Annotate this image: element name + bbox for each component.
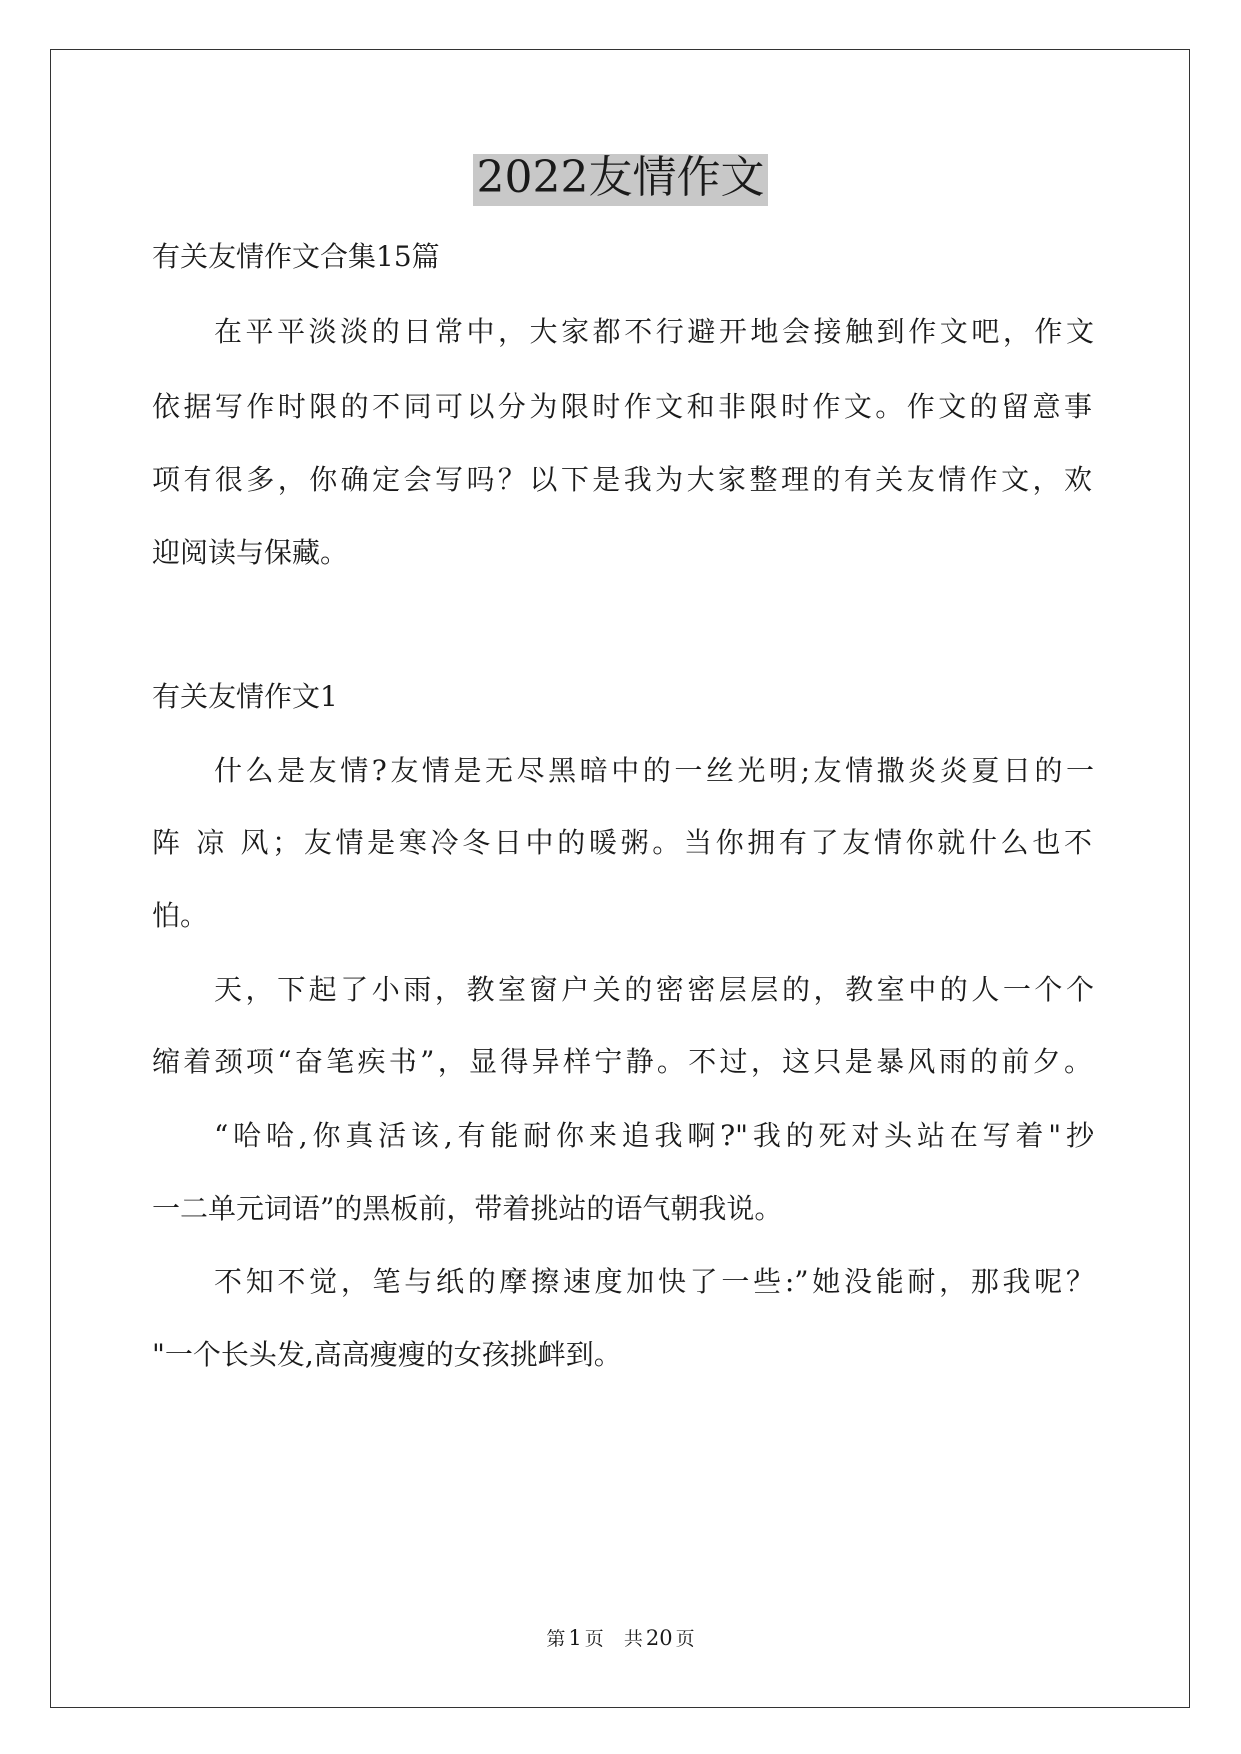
paragraph2-line-2: 缩着颈项“奋笔疾书”，显得异样宁静。不过，这只是暴风雨的前夕。 xyxy=(152,1045,1092,1078)
page-prefix: 第 xyxy=(546,1628,566,1650)
paragraph2-line-1: 天，下起了小雨，教室窗户关的密密层层的，教室中的人一个个 xyxy=(214,973,1094,1006)
paragraph1-line-1: 什么是友情?友情是无尽黑暗中的一丝光明;友情撒炎炎夏日的一 xyxy=(214,754,1094,787)
document-subtitle: 有关友情作文合集15篇 xyxy=(152,240,440,273)
page-unit: 页 xyxy=(584,1628,604,1650)
intro-line-4: 迎阅读与保藏。 xyxy=(152,536,349,569)
paragraph3-line-2: 一二单元词语”的黑板前，带着挑站的语气朝我说。 xyxy=(152,1192,783,1225)
intro-line-3: 项有很多，你确定会写吗？以下是我为大家整理的有关友情作文，欢 xyxy=(152,463,1092,496)
document-title-text: 2022友情作文 xyxy=(473,154,769,206)
paragraph1-line-2: 阵 凉 风；友情是寒冷冬日中的暖粥。当你拥有了友情你就什么也不 xyxy=(152,826,1092,859)
section-heading: 有关友情作文1 xyxy=(152,680,338,713)
total-unit: 页 xyxy=(675,1628,695,1650)
total-prefix: 共 xyxy=(623,1628,643,1650)
page-border xyxy=(50,49,1190,1708)
paragraph4-line-1: 不知不觉，笔与纸的摩擦速度加快了一些:”她没能耐，那我呢？ xyxy=(214,1265,1094,1298)
page-current: 1 xyxy=(568,1626,582,1650)
page-total: 20 xyxy=(645,1626,673,1650)
document-title xyxy=(0,154,1241,206)
paragraph3-line-1: “哈哈,你真活该,有能耐你来追我啊?"我的死对头站在写着"抄 xyxy=(214,1119,1094,1152)
page-footer xyxy=(0,1628,1241,1649)
paragraph4-line-2: "一个长头发,高高瘦瘦的女孩挑衅到。 xyxy=(152,1338,622,1371)
paragraph1-line-3: 怕。 xyxy=(152,899,209,932)
intro-line-1: 在平平淡淡的日常中，大家都不行避开地会接触到作文吧，作文 xyxy=(214,315,1094,348)
intro-line-2: 依据写作时限的不同可以分为限时作文和非限时作文。作文的留意事 xyxy=(152,390,1092,423)
